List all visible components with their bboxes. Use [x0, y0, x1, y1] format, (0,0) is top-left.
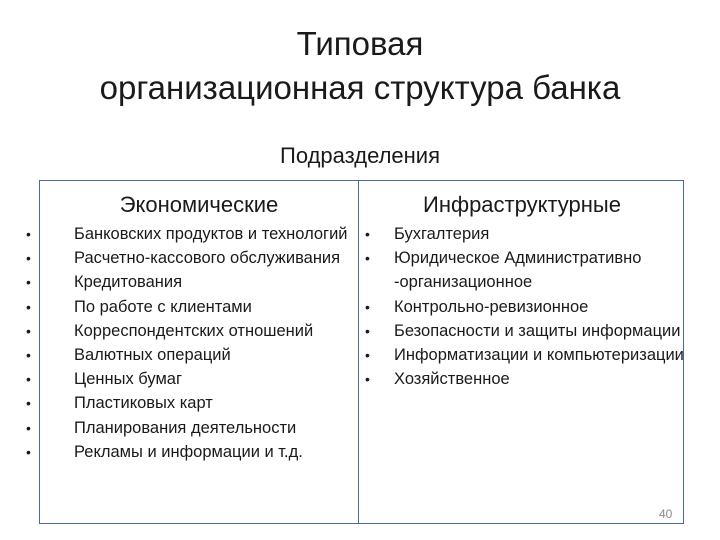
column-divider: [358, 180, 359, 524]
list-item-text: По работе с клиентами: [74, 297, 252, 316]
list-item: [22, 440, 357, 464]
bullet-icon: •: [26, 298, 31, 315]
bullet-icon: •: [26, 322, 31, 339]
list-item-text: Кредитования: [74, 273, 183, 292]
list-item: [22, 343, 357, 367]
bullet-icon: •: [26, 274, 31, 291]
list-item: [22, 295, 357, 319]
list-item: [22, 222, 357, 246]
list-item: [362, 343, 714, 367]
list-item-text: Ценных бумаг: [74, 370, 182, 389]
divisions-heading: Подразделения: [280, 143, 440, 168]
bullet-icon: •: [365, 226, 370, 242]
bullet-icon: •: [26, 250, 31, 267]
bullet-icon: •: [26, 226, 31, 242]
infrastructure-divisions-list: [362, 222, 714, 391]
list-item-text: Банковских продуктов и технологий: [74, 225, 348, 243]
page-number: 40: [659, 507, 673, 521]
list-item-text: Рекламы и информации и т.д.: [74, 442, 303, 461]
bullet-icon: •: [26, 395, 31, 412]
list-item-text: Контрольно-ревизионное: [394, 297, 589, 316]
list-item: [362, 319, 714, 343]
list-item: [362, 222, 714, 246]
economic-column-heading: Экономические: [119, 192, 279, 217]
bullet-icon: •: [365, 250, 370, 267]
bullet-icon: •: [26, 371, 31, 388]
list-item-text: Валютных операций: [74, 346, 231, 365]
bullet-icon: •: [365, 347, 370, 364]
list-item-text: Расчетно-кассового обслуживания: [74, 249, 341, 268]
bullet-icon: •: [26, 347, 31, 364]
list-item: [22, 416, 357, 440]
list-item-text: Безопасности и защиты информации: [394, 321, 681, 340]
economic-divisions-list: [22, 222, 357, 464]
slide-title: [0, 22, 720, 110]
list-item-text: Бухгалтерия: [394, 225, 490, 243]
list-item-text: Юридическое Административно -организационное: [394, 249, 642, 292]
list-item: [22, 319, 357, 343]
list-item-text: Хозяйственное: [394, 370, 510, 389]
list-item: [22, 270, 357, 294]
bullet-icon: •: [365, 298, 370, 315]
bullet-icon: •: [26, 443, 31, 460]
list-item: [22, 391, 357, 415]
slide-title-line-1: Типовая: [296, 25, 424, 62]
list-item: [22, 367, 357, 391]
list-item-text: Пластиковых карт: [74, 394, 213, 413]
list-item: [362, 367, 714, 391]
list-item: [362, 295, 714, 319]
bullet-icon: •: [365, 371, 370, 388]
list-item-text: Информатизации и компьютеризации: [394, 346, 684, 365]
list-item: [362, 246, 714, 294]
slide-title-line-2: организационная структура банка: [99, 69, 621, 106]
bullet-icon: •: [365, 322, 370, 339]
list-item-text: Корреспондентских отношений: [74, 321, 314, 340]
list-item: [22, 246, 357, 270]
bullet-icon: •: [26, 419, 31, 436]
infrastructure-column-heading: Инфраструктурные: [423, 192, 621, 217]
list-item-text: Планирования деятельности: [74, 418, 297, 437]
